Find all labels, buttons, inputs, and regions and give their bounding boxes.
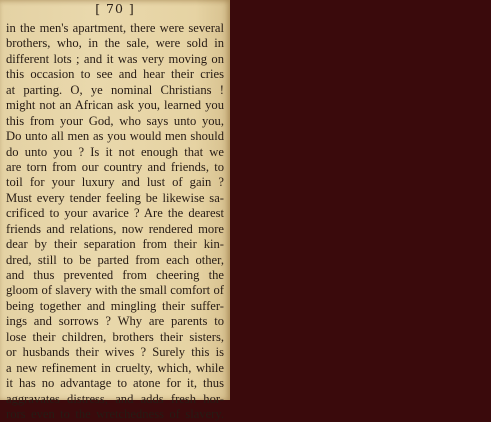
- text-line: in the men's apartment, there were several: [6, 21, 224, 35]
- text-line: different lots ; and it was very moving on: [6, 51, 224, 66]
- text-line: Must every tender feeling be likewise sa-: [6, 190, 224, 205]
- text-line: do unto you ? Is it not enough that we: [6, 144, 224, 159]
- text-line: toil for your luxury and lust of gain ?: [6, 175, 224, 190]
- text-line: lose their children, brothers their sisters,: [6, 329, 224, 344]
- page-number: [ 70 ]: [95, 1, 135, 16]
- text-line: ings and sorrows ? Why are parents to: [6, 314, 224, 329]
- text-line: a new refinement in cruelty, which, while: [6, 360, 224, 375]
- text-line: being together and mingling their suffer-: [6, 298, 224, 313]
- text-line: dear by their separation from their kin-: [6, 237, 224, 252]
- text-line: aggravates distress, and adds fresh hor-: [6, 391, 224, 406]
- text-line: and thus prevented from cheering the: [6, 268, 224, 282]
- book-page: [0, 0, 230, 421]
- text-line: might not an African ask you, learned you: [6, 98, 224, 113]
- text-line: dred, still to be parted from each other,: [6, 252, 224, 267]
- text-line: friends and relations, now rendered more: [6, 221, 224, 236]
- text-line: Do unto all men as you would men should: [6, 129, 224, 144]
- text-line: gloom of slavery with the small comfort of: [6, 283, 224, 298]
- text-line: brothers, who, in the sale, were sold in: [6, 36, 224, 51]
- text-line: are torn from our country and friends, to: [6, 159, 224, 174]
- page-body-text: [6, 21, 224, 422]
- text-line: it has no advantage to atone for it, thus: [6, 376, 224, 391]
- text-line: crificed to your avarice ? Are the dearest: [6, 206, 224, 221]
- text-line: this from your God, who says unto you,: [6, 113, 224, 128]
- text-line: or husbands their wives ? Surely this is: [6, 345, 224, 360]
- text-line: rors even to the wretchedness of slavery.: [6, 406, 224, 421]
- text-line: at parting. O, ye nominal Christians !: [6, 82, 224, 97]
- text-line: this occasion to see and hear their cries: [6, 67, 224, 82]
